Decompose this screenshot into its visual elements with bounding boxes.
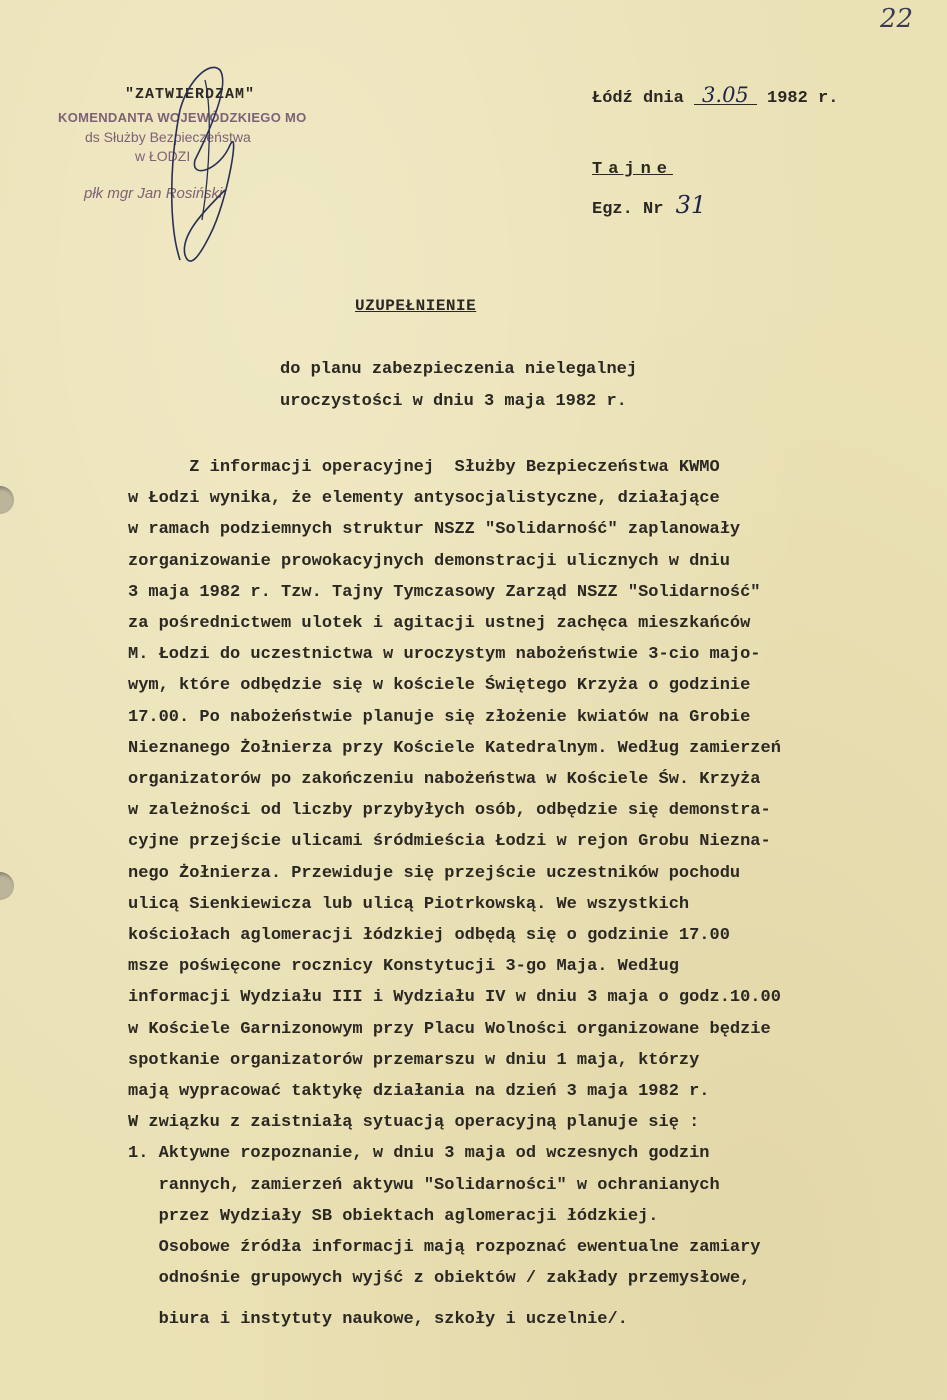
- stamp-org-line2: ds Służby Bezpieczeństwa: [85, 129, 251, 145]
- body-line: w Łodzi wynika, że elementy antysocjalistyczne, działające: [128, 489, 720, 509]
- stamp-org-line3: w ŁODZI: [135, 148, 191, 164]
- stamp-org-line1: KOMENDANTA WOJEWÓDZKIEGO MO: [58, 110, 307, 125]
- body-line: 17.00. Po nabożeństwie planuje się złożenie kwiatów na Grobie: [128, 707, 751, 727]
- body-line: msze poświęcone rocznicy Konstytucji 3-go Maja. Według: [128, 957, 679, 977]
- document-title: UZUPEŁNIENIE: [355, 297, 477, 315]
- body-line: w Kościele Garnizonowym przy Placu Wolności organizowane będzie: [128, 1019, 771, 1039]
- approval-heading: "ZATWIERDZAM": [125, 86, 256, 103]
- body-line: 1. Aktywne rozpoznanie, w dniu 3 maja od wczesnych godzin: [128, 1144, 710, 1164]
- body-line: 3 maja 1982 r. Tzw. Tajny Tymczasowy Zarząd NSZZ "Solidarność": [128, 582, 761, 602]
- copy-number: 31: [675, 191, 707, 219]
- page-number: 22: [880, 4, 914, 34]
- body-line: odnośnie grupowych wyjść z obiektów / zakłady przemysłowe,: [128, 1269, 751, 1289]
- body-line: ulicą Sienkiewicza lub ulicą Piotrkowską. We wszystkich: [128, 894, 690, 914]
- body-line: spotkanie organizatorów przemarszu w dniu 1 maja, którzy: [128, 1050, 700, 1070]
- body-line: informacji Wydziału III i Wydziału IV w dniu 3 maja o godz.10.00: [128, 988, 781, 1008]
- year-suffix: 1982 r.: [767, 89, 839, 108]
- body-line: mają wypracować taktykę działania na dzień 3 maja 1982 r.: [128, 1082, 710, 1101]
- body-line: przez Wydziały SB obiektach aglomeracji łódzkiej.: [128, 1206, 659, 1226]
- body-line: nego Żołnierza. Przewiduje się przejście uczestników pochodu: [128, 863, 741, 883]
- body-line: zorganizowanie prowokacyjnych demonstracji ulicznych w dniu: [128, 551, 730, 571]
- body-line: Z informacji operacyjnej Służby Bezpieczeństwa KWMO: [128, 458, 720, 477]
- body-line: organizatorów po zakończeniu nabożeństwa w Kościele Św. Krzyża: [128, 770, 761, 789]
- stamp-officer: płk mgr Jan Rosiński: [84, 185, 223, 202]
- body-line: cyjne przejście ulicami śródmieścia Łodzi w rejon Grobu Niezna-: [128, 832, 771, 852]
- subtitle-line: do planu zabezpieczenia nielegalnej: [280, 360, 638, 379]
- body-line: Nieznanego Żołnierza przy Kościele Katedralnym. Według zamierzeń: [128, 738, 781, 758]
- copy-label: Egz. Nr: [592, 200, 664, 219]
- copy-line: [592, 191, 708, 219]
- body-line: rannych, zamierzeń aktywu "Solidarności" w ochranianych: [128, 1175, 720, 1195]
- body-line: w ramach podziemnych struktur NSZZ "Solidarność" zaplanowały: [128, 520, 741, 540]
- subtitle-line: uroczystości w dniu 3 maja 1982 r.: [280, 392, 627, 411]
- body-line: Osobowe źródła informacji mają rozpoznać ewentualne zamiary: [128, 1238, 761, 1257]
- body-line: kościołach aglomeracji łódzkiej odbędą się o godzinie 17.00: [128, 926, 730, 945]
- body-line: W związku z zaistniałą sytuacją operacyjną planuje się :: [128, 1113, 700, 1133]
- classification-label: Tajne: [592, 160, 674, 179]
- place-prefix: Łódź dnia: [592, 89, 684, 108]
- body-line: biura i instytuty naukowe, szkoły i uczelnie/.: [128, 1310, 628, 1330]
- date-handwritten: 3.05: [694, 86, 757, 105]
- date-line: [592, 83, 839, 108]
- body-line: za pośrednictwem ulotek i agitacji ustnej zachęca mieszkańców: [128, 614, 751, 633]
- body-line: M. Łodzi do uczestnictwa w uroczystym nabożeństwie 3-cio majo-: [128, 645, 761, 665]
- signature-icon: [150, 50, 260, 280]
- body-line: w zależności od liczby przybyłych osób, odbędzie się demonstra-: [128, 801, 771, 821]
- body-line: wym, które odbędzie się w kościele Świętego Krzyża o godzinie: [128, 676, 751, 696]
